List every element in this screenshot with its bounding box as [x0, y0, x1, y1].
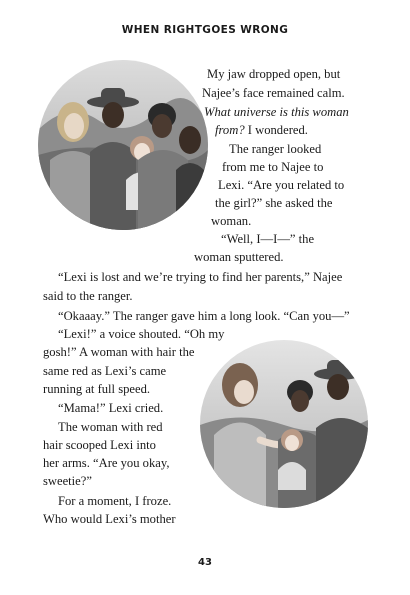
text-line: her arms. “Are you okay, — [43, 456, 170, 470]
text-line: same red as Lexi’s came — [43, 364, 167, 378]
text-line — [215, 123, 308, 138]
text-line: said to the ranger. — [43, 289, 133, 303]
mother-reunion-drawing — [200, 340, 368, 508]
illustration-ranger-group — [38, 60, 208, 230]
text-line: “Lexi!” a voice shouted. “Oh my — [58, 327, 225, 341]
text-line: “Lexi is lost and we’re trying to find her parents,” Najee — [58, 270, 343, 284]
text-fragment: I wondered. — [244, 123, 308, 137]
illustration-mother-reunion — [200, 340, 368, 508]
text-line: Najee’s face remained calm. — [202, 86, 345, 100]
running-header: WHEN RIGHTGOES WRONG — [121, 24, 289, 36]
text-line: “Well, I—I—” the — [221, 232, 315, 246]
text-line: running at full speed. — [43, 382, 151, 396]
text-line: the girl?” she asked the — [215, 196, 333, 210]
text-line: Who would Lexi’s mother — [43, 512, 176, 526]
text-line: The ranger looked — [229, 142, 322, 156]
page-number: 43 — [198, 557, 212, 568]
text-line: “Mama!” Lexi cried. — [58, 401, 164, 415]
italic-fragment: from? — [215, 123, 245, 137]
text-line: woman sputtered. — [194, 250, 284, 264]
text-line: woman. — [211, 214, 252, 228]
text-line: The woman with red — [58, 420, 163, 434]
ranger-group-drawing — [38, 60, 208, 230]
text-line: sweetie?” — [43, 474, 92, 488]
text-line-italic: What universe is this woman — [204, 105, 349, 119]
text-line: My jaw dropped open, but — [207, 67, 341, 81]
text-line: from me to Najee to — [222, 160, 324, 174]
text-line: Lexi. “Are you related to — [218, 178, 345, 192]
text-line: hair scooped Lexi into — [43, 438, 156, 452]
text-line: For a moment, I froze. — [58, 494, 172, 508]
text-line: gosh!” A woman with hair the — [43, 345, 195, 359]
text-line: “Okaaay.” The ranger gave him a long look. “Can you—” — [58, 309, 350, 323]
